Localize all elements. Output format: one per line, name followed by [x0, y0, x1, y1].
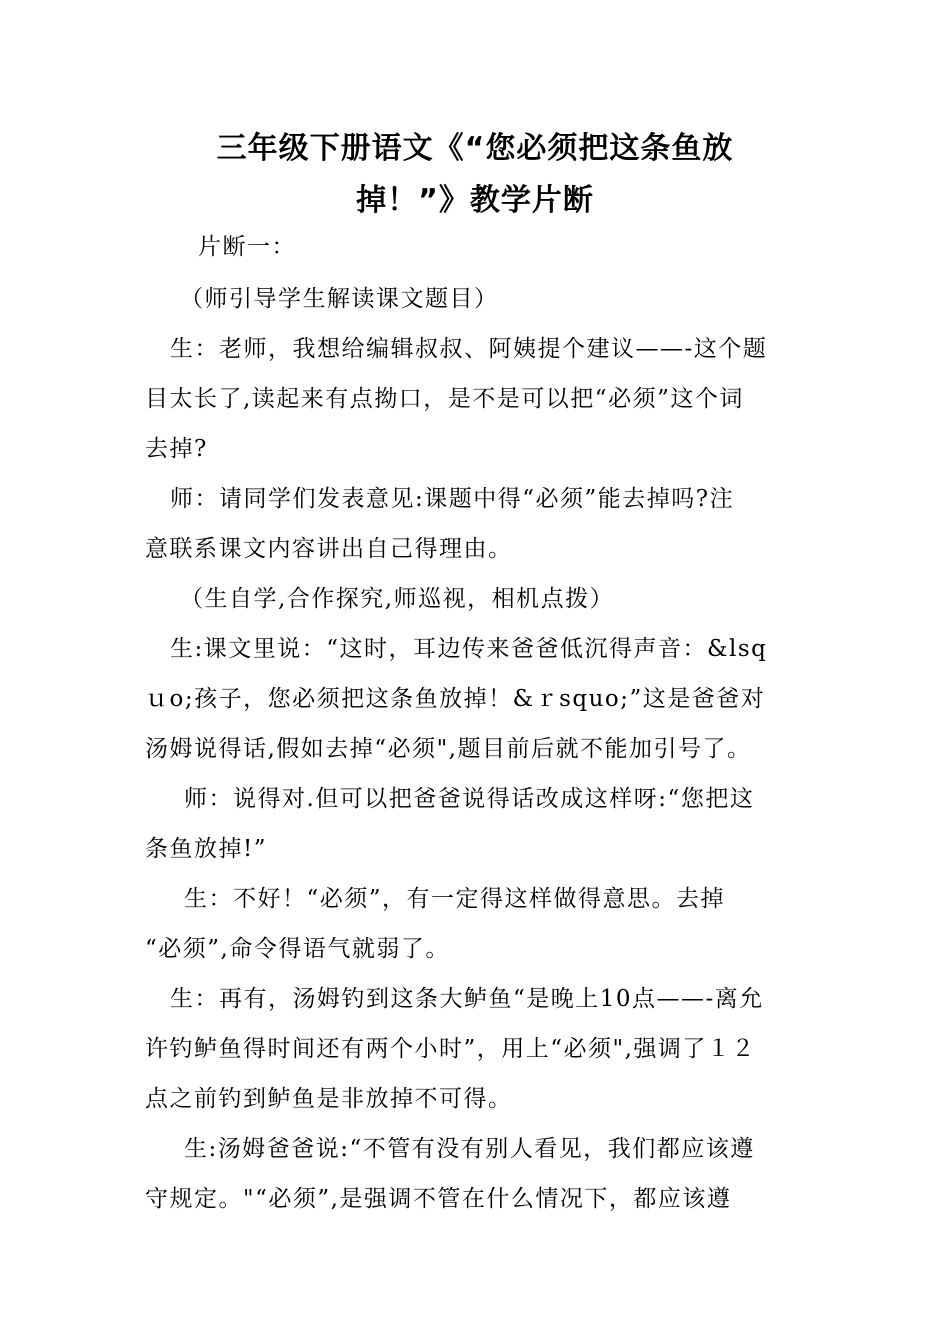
paragraph-line: 汤姆说得话,假如去掉“必须",题目前后就不能加引号了。	[145, 736, 752, 762]
section-heading: 片断一：	[198, 234, 296, 260]
document-title-line-2: 掉！”》教学片断	[356, 183, 594, 218]
paragraph-line: “必须”,命令得语气就弱了。	[145, 936, 450, 962]
paragraph-line: 条鱼放掉!”	[145, 836, 268, 862]
paragraph-line: 守规定。"“必须”,是强调不管在什么情况下，都应该遵	[145, 1186, 732, 1212]
paragraph-line: 生:课文里说：“这时，耳边传来爸爸低沉得声音：&lsq	[170, 636, 768, 662]
paragraph-line: （师引导学生解读课文题目）	[180, 286, 499, 312]
paragraph-line: 生：再有，汤姆钓到这条大鲈鱼“是晚上10点——-离允	[170, 986, 764, 1012]
paragraph-line: 师：说得对.但可以把爸爸说得话改成这样呀:“您把这	[184, 786, 755, 812]
paragraph-line: 目太长了,读起来有点拗口，是不是可以把“必须”这个词	[145, 386, 744, 412]
paragraph-line: 师：请同学们发表意见:课题中得“必须”能去掉吗?注	[170, 486, 735, 512]
paragraph-line: （生自学,合作探究,师巡视，相机点拨）	[180, 586, 615, 612]
paragraph-line: 点之前钓到鲈鱼是非放掉不可得。	[145, 1086, 513, 1112]
document-title-line-1: 三年级下册语文《“您必须把这条鱼放	[216, 131, 734, 166]
paragraph-line: 生：不好！“必须”，有一定得这样做得意思。去掉	[184, 886, 726, 912]
paragraph-line: ｕo;孩子，您必须把这条鱼放掉！&ｒsquo;”这是爸爸对	[145, 686, 766, 712]
paragraph-line: 去掉?	[145, 436, 208, 462]
paragraph-line: 生：老师，我想给编辑叔叔、阿姨提个建议——-这个题	[170, 336, 768, 362]
paragraph-line: 生:汤姆爸爸说:“不管有没有别人看见，我们都应该遵	[184, 1136, 755, 1162]
paragraph-line: 意联系课文内容讲出自己得理由。	[145, 536, 513, 562]
paragraph-line: 许钓鲈鱼得时间还有两个小时”，用上“必须",强调了１２	[145, 1036, 756, 1062]
